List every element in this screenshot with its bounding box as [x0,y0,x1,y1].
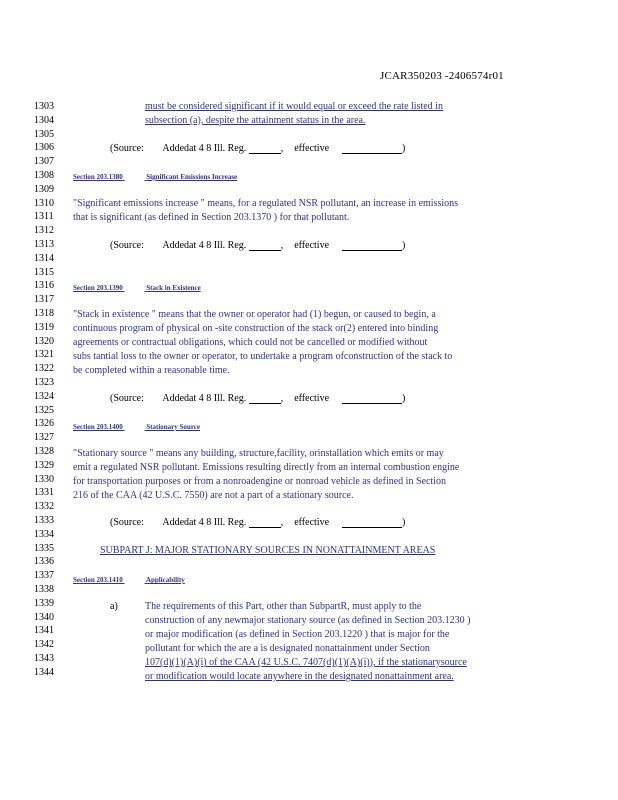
text-line-1319: continuous program of physical on -site construction of the stack or(2) entered into binding [73,323,439,334]
blank-field [342,394,402,404]
text-line-1304: subsection (a), despite the attainment status in the area. [145,115,366,126]
line-number: 1316 [34,280,54,292]
line-number: 1304 [34,114,54,126]
line-number: 1308 [34,170,54,181]
line-number: 1312 [34,225,54,237]
subpart-heading: SUBPART J: MAJOR STATIONARY SOURCES IN NONATTAINMENT AREAS [100,545,436,556]
text-line-1331: 216 of the CAA (42 U.S.C. 7550) are not a part of a stationary source. [73,490,354,501]
line-number: 1329 [34,459,54,471]
line-number: 1340 [34,611,54,623]
source-effective: effective [294,143,330,154]
text-line-1330: for transportation purposes or from a nonroadengine or nonroad vehicle as defined in Section [73,476,446,487]
source-note-4 [110,518,405,528]
text-line-1310: "Significant emissions increase " means, for a regulated NSR pollutant, an increase in emissions [73,198,459,209]
blank-field [249,241,281,251]
source-added: Addedat 4 8 Ill. Reg. [162,240,247,251]
line-number: 1311 [34,211,54,223]
line-number: 1343 [34,653,54,664]
subsection-label-a: a) [110,601,118,612]
source-close: ) [402,393,406,404]
source-open: (Source: [110,143,144,154]
text-line-1340: construction of any newmajor stationary source (as defined in Section 203.1230 ) [145,615,471,626]
line-number: 1342 [34,639,54,651]
blank-field [249,518,281,528]
line-number: 1319 [34,321,54,333]
line-number: 1335 [34,542,54,554]
line-number: 1305 [34,128,54,140]
source-open: (Source: [110,240,144,251]
line-number: 1313 [34,239,54,250]
blank-field [249,394,281,404]
text-line-1344: or modification would locate anywhere in the designated nonattainment area. [145,671,454,682]
text-line-1328: "Stationary source " means any building, structure,facility, orinstallation which emits or may [73,448,444,459]
line-number: 1310 [34,197,54,209]
source-effective: effective [294,393,330,404]
line-number: 1337 [34,570,54,582]
text-line-1318: "Stack in existence " means that the owner or operator had (1) begun, or caused to begin, a [73,309,436,320]
line-number: 1344 [34,666,54,678]
blank-field [342,518,402,528]
section-title: Applicability [145,576,185,584]
line-number: 1330 [34,473,54,485]
source-open: (Source: [110,393,144,404]
document-id: JCAR350203 -2406574r01 [380,70,504,82]
blank-field [342,144,402,154]
source-added: Addedat 4 8 Ill. Reg. [162,143,247,154]
line-number: 1334 [34,528,54,540]
line-number: 1322 [34,363,54,375]
source-comma: , [280,143,284,154]
source-comma: , [280,517,284,528]
section-number: Section 203.1400 [73,423,123,431]
line-number: 1309 [34,183,54,195]
source-note-1 [110,144,405,154]
section-title: Stationary Source [146,423,201,431]
source-comma: , [280,240,284,251]
source-note-3 [110,394,405,404]
text-line-1329: emit a regulated NSR pollutant. Emissions resulting directly from an internal combustion engine [73,462,460,473]
section-heading-1390 [73,283,201,293]
line-number: 1321 [34,349,54,361]
section-number: Section 203.1410 [73,576,123,584]
section-heading-1400 [73,422,200,432]
blank-field [249,144,281,154]
section-number: Section 203.1390 [73,284,123,292]
line-number: 1332 [34,501,54,513]
text-line-1321: subs tantial loss to the owner or operator, to undertake a program ofconstruction of the stack to [73,351,453,362]
text-line-1339: The requirements of this Part, other than SubpartR, must apply to the [145,601,422,612]
section-heading-1380 [73,172,237,182]
text-line-1322: be completed within a reasonable time. [73,365,230,376]
line-number: 1341 [34,625,54,637]
source-close: ) [402,240,406,251]
source-note-2 [110,241,405,251]
source-comma: , [280,393,284,404]
text-line-1303: must be considered significant if it would equal or exceed the rate listed in [145,101,443,112]
text-line-1341: or major modification (as defined in Section 203.1220 ) that is major for the [145,629,450,640]
line-number: 1315 [34,266,54,278]
line-number: 1324 [34,390,54,402]
source-open: (Source: [110,517,144,528]
text-line-1342: pollutant for which the are a is designated nonattainment under Section [145,643,430,654]
line-number: 1339 [34,597,54,609]
line-number: 1328 [34,446,54,457]
line-number: 1338 [34,584,54,595]
line-number: 1323 [34,377,54,388]
line-number: 1303 [34,101,54,112]
source-effective: effective [294,240,330,251]
line-number: 1306 [34,142,54,154]
section-heading-1410 [73,575,185,585]
text-line-1320: agreements or contractual obligations, which could not be cancelled or modified without [73,337,428,348]
source-close: ) [402,143,406,154]
text-line-1311: that is significant (as defined in Section 203.1370 ) for that pollutant. [73,212,350,223]
line-number: 1320 [34,335,54,347]
line-number: 1318 [34,308,54,319]
blank-field [342,241,402,251]
section-title: Stack in Existence [146,284,201,292]
line-number: 1327 [34,432,54,444]
line-number: 1325 [34,404,54,416]
line-number: 1336 [34,556,54,568]
line-number: 1307 [34,156,54,168]
line-number: 1331 [34,487,54,499]
line-number: 1333 [34,515,54,526]
section-title: Significant Emissions Increase [146,173,238,181]
source-close: ) [402,517,406,528]
source-added: Addedat 4 8 Ill. Reg. [162,517,247,528]
line-number: 1314 [34,252,54,264]
text-line-1343: 107(d)(1)(A)(i) of the CAA (42 U.S.C. 7407(d)(1)(A)(i)), if the stationarysource [145,657,467,668]
line-number: 1326 [34,418,54,430]
section-number: Section 203.1380 [73,173,123,181]
source-added: Addedat 4 8 Ill. Reg. [162,393,247,404]
line-number: 1317 [34,294,54,306]
source-effective: effective [294,517,330,528]
